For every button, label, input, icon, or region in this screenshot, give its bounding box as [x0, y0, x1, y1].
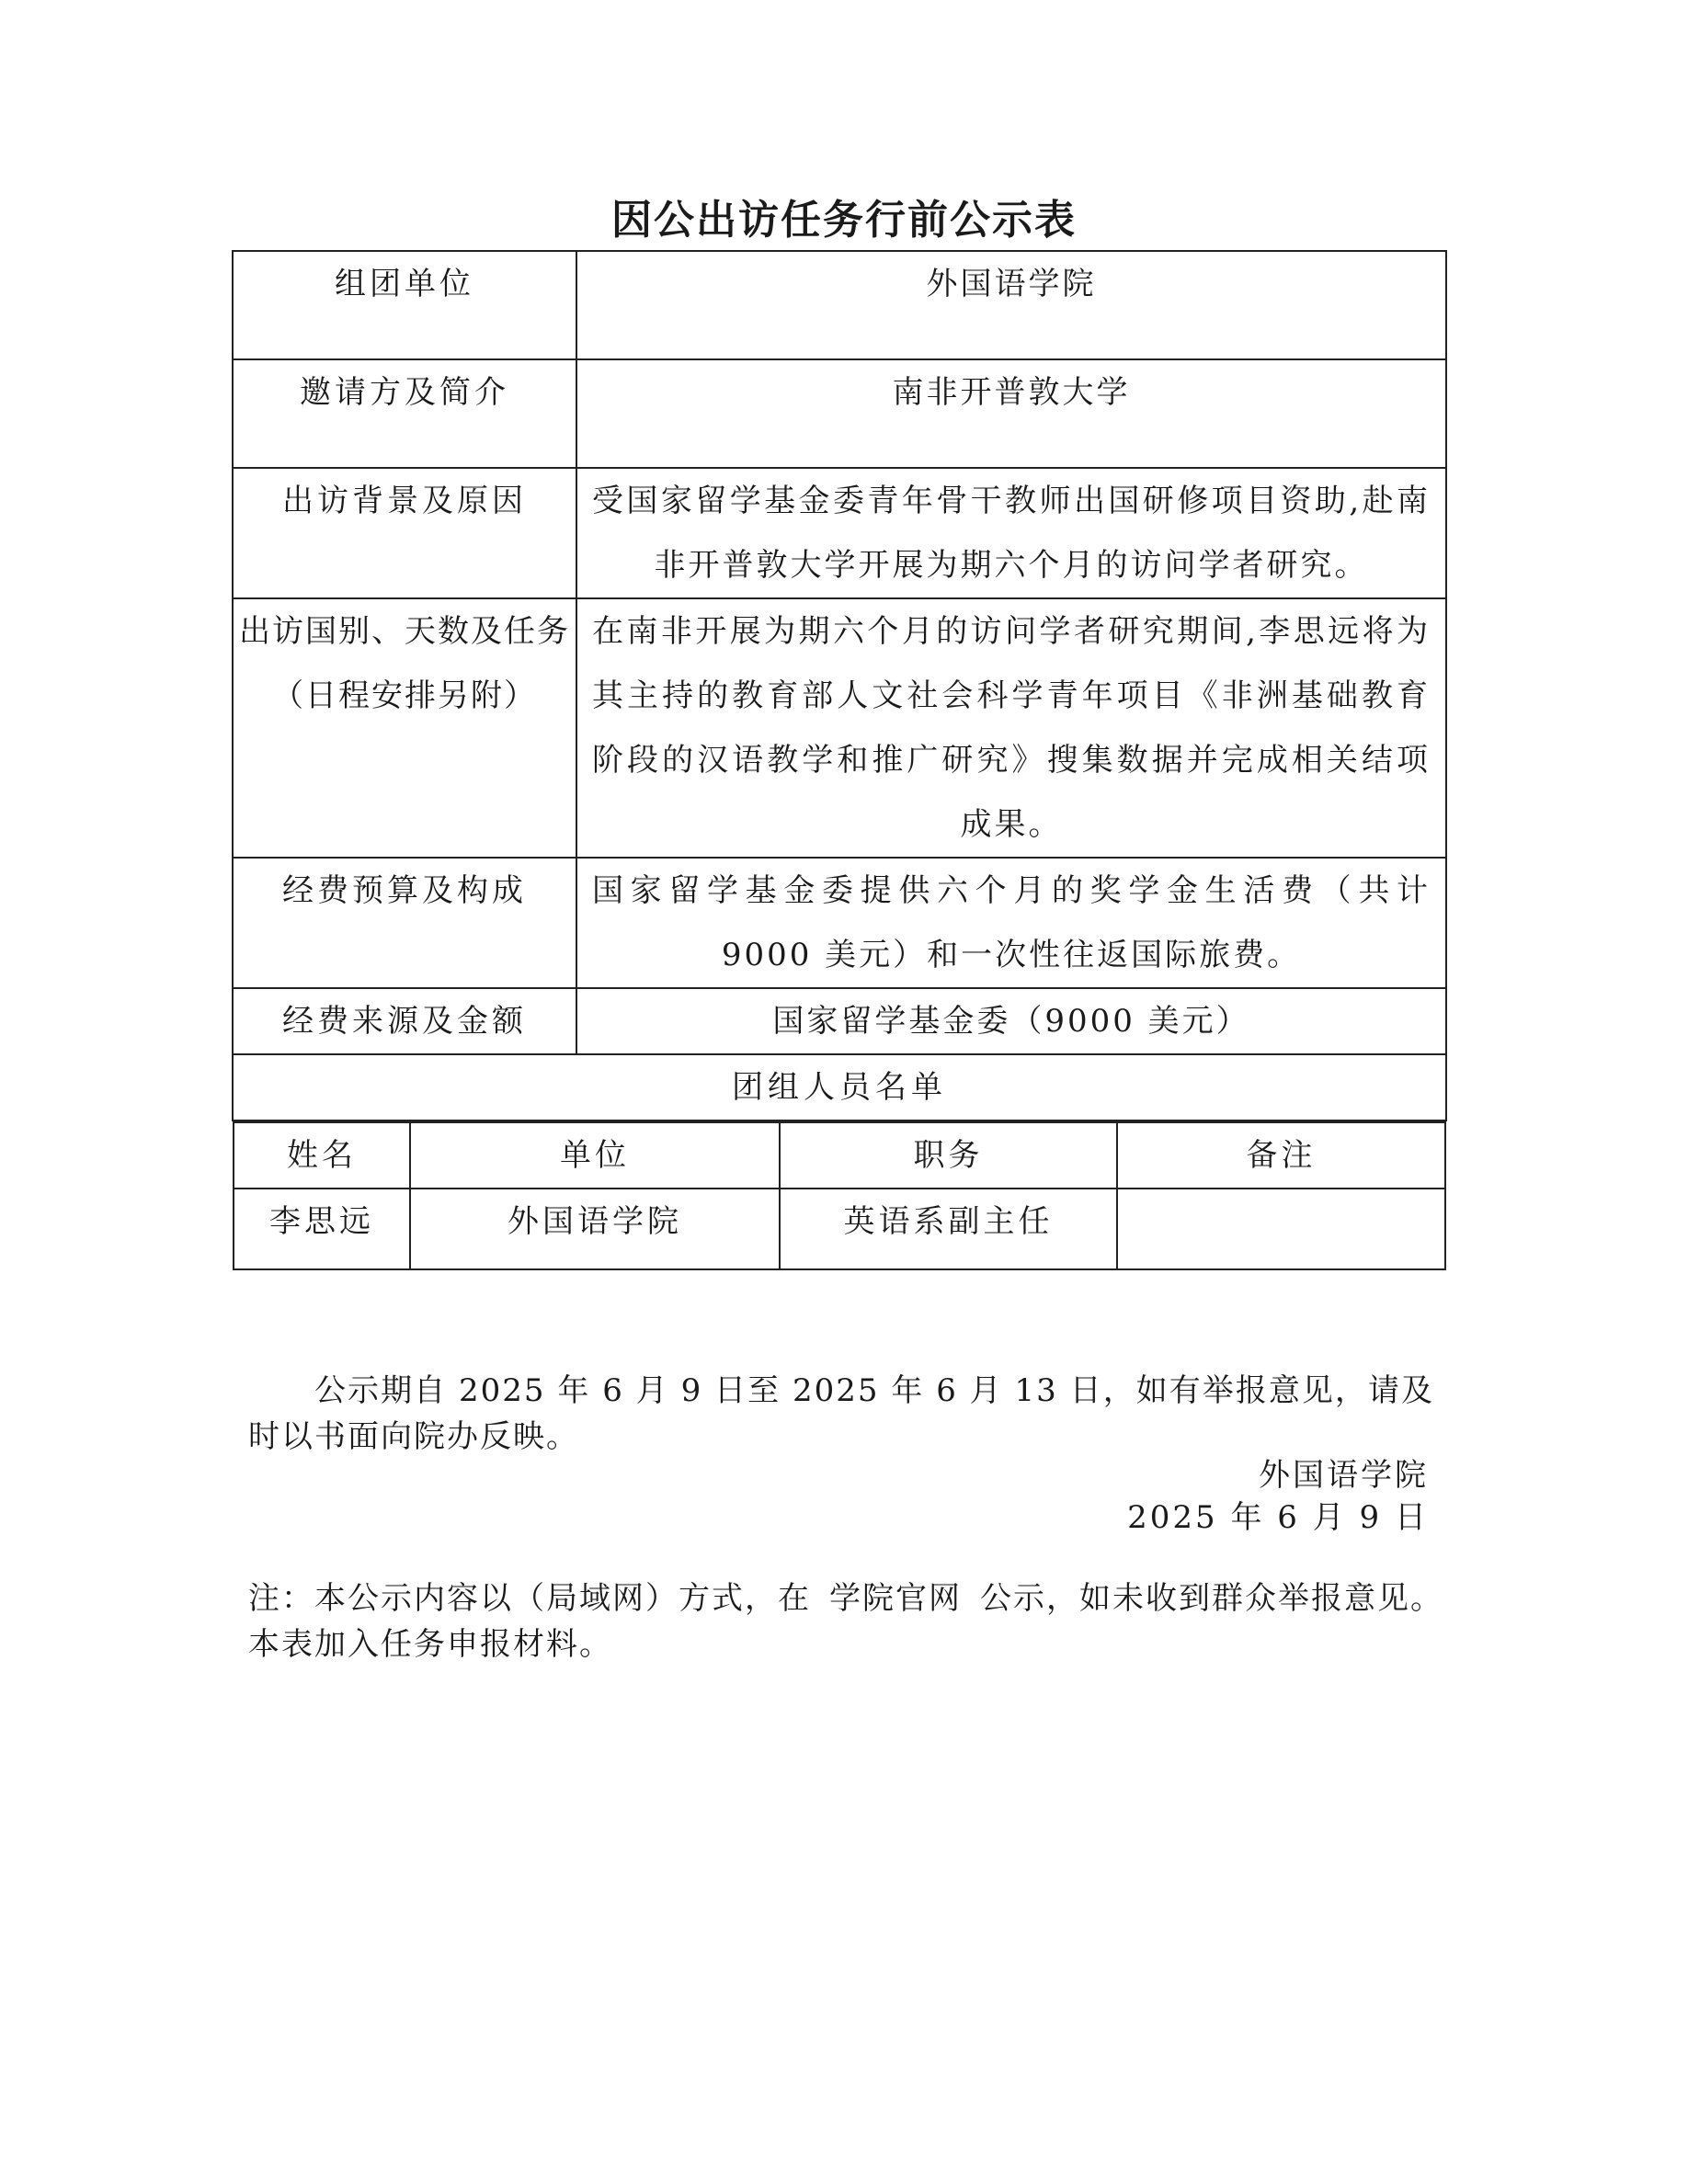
members-wrap — [233, 1120, 1446, 1270]
header-remark: 备注 — [1117, 1122, 1445, 1189]
row-org — [233, 251, 1446, 359]
row-inviter — [233, 359, 1446, 468]
page-title: 因公出访任务行前公示表 — [611, 197, 1077, 244]
task-value: 在南非开展为期六个月的访问学者研究期间,李思远将为其主持的教育部人文社会科学青年项目《非洲基础教育阶段的汉语教学和推广研究》搜集数据并完成相关结项成果。 — [576, 598, 1446, 858]
row-members-title — [233, 1054, 1446, 1120]
footnote — [248, 1575, 1443, 1667]
member-position: 英语系副主任 — [780, 1189, 1117, 1269]
notice-text: 公示期自 2025 年 6 月 9 日至 2025 年 6 月 13 日，如有举报意见，请及时以书面向院办反映。 — [248, 1372, 1434, 1455]
row-background — [233, 468, 1446, 598]
signature-date: 2025 年 6 月 9 日 — [1127, 1499, 1429, 1536]
table-row — [234, 1189, 1445, 1269]
footnote-line2: 本表加入任务申报材料。 — [248, 1626, 612, 1663]
inviter-label: 邀请方及简介 — [233, 359, 576, 468]
task-label-line1: 出访国别、天数及任务 — [239, 613, 570, 650]
row-members — [233, 1120, 1446, 1270]
footnote-part2: 学院官网 — [829, 1580, 962, 1617]
header-name: 姓名 — [234, 1122, 410, 1189]
footnote-line1 — [248, 1575, 1443, 1621]
member-name: 李思远 — [234, 1189, 410, 1269]
header-position: 职务 — [780, 1122, 1117, 1189]
task-label-line2: （日程安排另附） — [272, 677, 537, 714]
org-value: 外国语学院 — [576, 251, 1446, 359]
task-label — [233, 598, 576, 858]
footnote-part1: 注：本公示内容以（局域网）方式，在 — [248, 1580, 811, 1617]
background-label: 出访背景及原因 — [233, 468, 576, 598]
row-budget — [233, 858, 1446, 988]
header-unit: 单位 — [410, 1122, 780, 1189]
inviter-value: 南非开普敦大学 — [576, 359, 1446, 468]
info-table — [232, 250, 1447, 1270]
member-remark — [1117, 1189, 1445, 1269]
background-value: 受国家留学基金委青年骨干教师出国研修项目资助,赴南非开普敦大学开展为期六个月的访问学者研究。 — [576, 468, 1446, 598]
member-unit: 外国语学院 — [410, 1189, 780, 1269]
members-table — [233, 1121, 1446, 1270]
row-task — [233, 598, 1446, 858]
budget-value: 国家留学基金委提供六个月的奖学金生活费（共计 9000 美元）和一次性往返国际旅费。 — [576, 858, 1446, 988]
members-title: 团组人员名单 — [233, 1054, 1446, 1120]
org-label: 组团单位 — [233, 251, 576, 359]
budget-label: 经费预算及构成 — [233, 858, 576, 988]
signature-org: 外国语学院 — [1259, 1457, 1429, 1494]
row-source — [233, 988, 1446, 1054]
source-label: 经费来源及金额 — [233, 988, 576, 1054]
members-header-row — [234, 1122, 1445, 1189]
footnote-part3: 公示，如未收到群众举报意见。 — [980, 1580, 1443, 1617]
source-value: 国家留学基金委（9000 美元） — [576, 988, 1446, 1054]
